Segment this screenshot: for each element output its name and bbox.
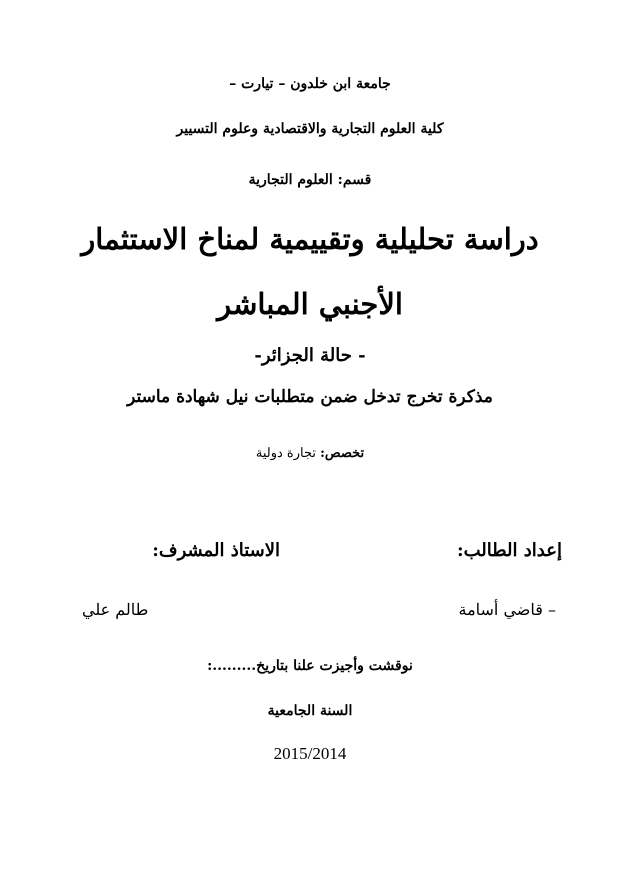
student-label: إعداد الطالب: bbox=[456, 540, 562, 561]
specialization-label: تخصص: bbox=[320, 446, 365, 461]
discussion-date-line: نوقشت وأجيزت علنا بتاريخ.........: bbox=[207, 658, 413, 674]
department-name: قسم: العلوم التجارية bbox=[248, 172, 372, 188]
university-name: جامعة ابن خلدون – تيارت – bbox=[229, 76, 391, 92]
academic-year-value: 2015/2014 bbox=[273, 744, 347, 763]
thesis-title-line-2: الأجنبي المباشر bbox=[217, 287, 403, 321]
supervisor-name: طالم علي bbox=[82, 600, 149, 619]
student-name: – قاضي أسامة bbox=[458, 600, 556, 619]
thesis-title-line-1: دراسة تحليلية وتقييمية لمناخ الاستثمار bbox=[81, 222, 539, 256]
supervisor-label: الاستاذ المشرف: bbox=[152, 540, 280, 561]
specialization-value: تجارة دولية bbox=[255, 446, 316, 461]
faculty-name: كلية العلوم التجارية والاقتصادية وعلوم التسيير bbox=[176, 121, 444, 137]
specialization bbox=[0, 446, 620, 461]
academic-year-label: السنة الجامعية bbox=[267, 703, 353, 719]
memo-description: مذكرة تخرج تدخل ضمن متطلبات نيل شهادة ماستر bbox=[127, 387, 493, 407]
case-study-subtitle: - حالة الجزائر- bbox=[254, 345, 366, 366]
